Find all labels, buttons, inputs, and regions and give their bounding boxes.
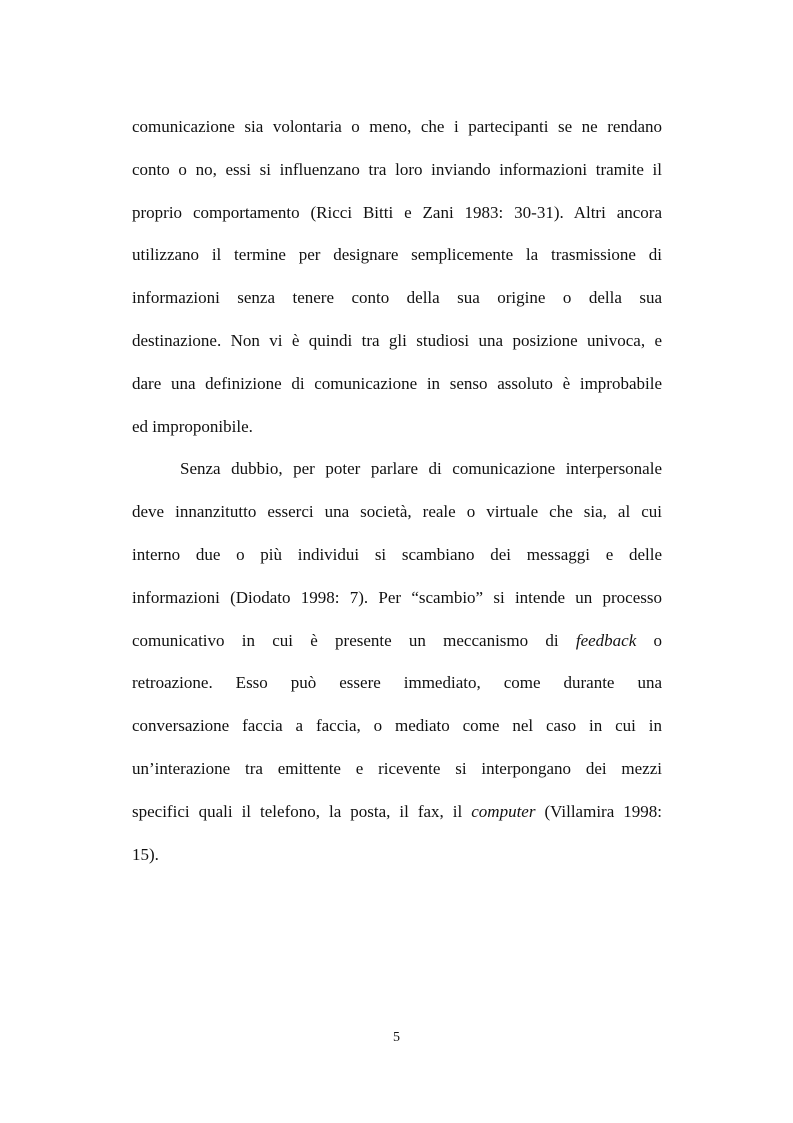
text-segment: comunicativo in cui è presente un meccanismo di bbox=[132, 630, 576, 650]
text-line: ed improponibile. bbox=[132, 416, 253, 436]
text-line: proprio comportamento (Ricci Bitti e Zani 1983: 30-31). Altri ancora bbox=[132, 202, 662, 222]
paragraph-2 bbox=[132, 448, 662, 876]
text-line: utilizzano il termine per designare semplicemente la trasmissione di bbox=[132, 245, 662, 265]
text-line bbox=[132, 791, 662, 834]
italic-term: computer bbox=[471, 801, 536, 821]
text-line: conversazione faccia a faccia, o mediato come nel caso in cui in bbox=[132, 716, 662, 736]
text-line bbox=[132, 620, 662, 663]
paragraph-1 bbox=[132, 106, 662, 448]
page-number: 5 bbox=[393, 1030, 400, 1045]
text-line: retroazione. Esso può essere immediato, come durante una bbox=[132, 673, 662, 693]
text-line: informazioni senza tenere conto della sua origine o della sua bbox=[132, 288, 662, 308]
text-line: un’interazione tra emittente e ricevente si interpongano dei mezzi bbox=[132, 758, 662, 778]
text-line: dare una definizione di comunicazione in senso assoluto è improbabile bbox=[132, 373, 662, 393]
text-segment: (Villamira 1998: bbox=[535, 801, 662, 821]
body-text bbox=[132, 106, 662, 876]
text-line: 15). bbox=[132, 844, 159, 864]
italic-term: feedback bbox=[575, 630, 637, 650]
text-line: interno due o più individui si scambiano dei messaggi e delle bbox=[132, 544, 662, 564]
text-line: informazioni (Diodato 1998: 7). Per “scambio” si intende un processo bbox=[132, 587, 662, 607]
text-line: destinazione. Non vi è quindi tra gli studiosi una posizione univoca, e bbox=[132, 330, 662, 350]
text-line: conto o no, essi si influenzano tra loro inviando informazioni tramite il bbox=[132, 159, 662, 179]
text-line: Senza dubbio, per poter parlare di comunicazione interpersonale bbox=[180, 459, 662, 479]
text-segment: specifici quali il telefono, la posta, il fax, il bbox=[132, 801, 472, 821]
text-segment: o bbox=[636, 630, 662, 650]
text-line: comunicazione sia volontaria o meno, che i partecipanti se ne rendano bbox=[132, 117, 662, 136]
text-line: deve innanzitutto esserci una società, reale o virtuale che sia, al cui bbox=[132, 502, 662, 522]
